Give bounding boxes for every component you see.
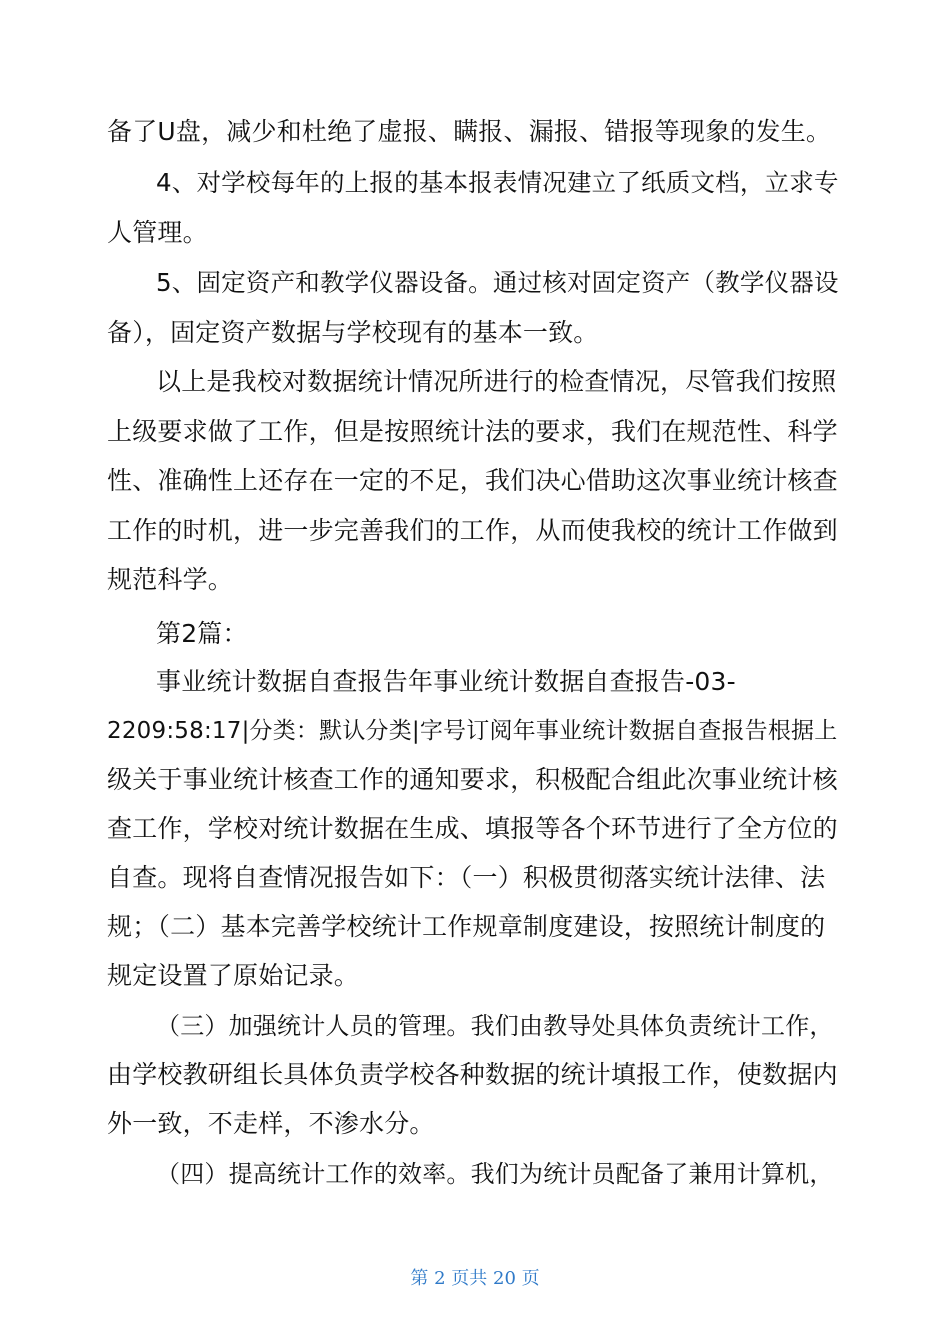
text-line: 级关于事业统计核查工作的通知要求，积极配合组此次事业统计核 <box>107 765 838 794</box>
text-line: 事业统计数据自查报告年事业统计数据自查报告-03- <box>156 667 736 696</box>
text-line: 规；（二）基本完善学校统计工作规章制度建设，按照统计制度的 <box>107 912 826 941</box>
text-line: 规范科学。 <box>107 565 234 594</box>
section-heading: 第2篇： <box>156 619 248 648</box>
text-line: （三）加强统计人员的管理。我们由教导处具体负责统计工作， <box>156 1012 834 1040</box>
text-line: 规定设置了原始记录。 <box>107 961 360 990</box>
page-number-footer: 第 2 页共 20 页 <box>410 1268 540 1289</box>
text-line: 由学校教研组长具体负责学校各种数据的统计填报工作，使数据内 <box>107 1060 838 1089</box>
text-line: 人管理。 <box>107 218 208 247</box>
text-line: 查工作，学校对统计数据在生成、填报等各个环节进行了全方位的 <box>107 814 838 843</box>
text-line: 5、固定资产和教学仪器设备。通过核对固定资产（教学仪器设 <box>156 268 839 297</box>
text-line: 4、对学校每年的上报的基本报表情况建立了纸质文档，立求专 <box>156 168 839 197</box>
text-line: 性、准确性上还存在一定的不足，我们决心借助这次事业统计核查 <box>107 466 838 495</box>
text-line: （四）提高统计工作的效率。我们为统计员配备了兼用计算机， <box>156 1160 834 1188</box>
text-line: 工作的时机，进一步完善我们的工作，从而使我校的统计工作做到 <box>107 516 838 545</box>
text-line: 2209:58:17|分类：默认分类|字号订阅年事业统计数据自查报告根据上 <box>107 718 838 744</box>
text-line: 备了U盘，减少和杜绝了虚报、瞒报、漏报、错报等现象的发生。 <box>107 117 832 146</box>
text-line: 外一致，不走样，不渗水分。 <box>107 1109 435 1138</box>
text-line: 自查。现将自查情况报告如下：（一）积极贯彻落实统计法律、法 <box>107 863 826 892</box>
text-line: 备），固定资产数据与学校现有的基本一致。 <box>107 318 599 347</box>
text-line: 以上是我校对数据统计情况所进行的检查情况，尽管我们按照 <box>156 367 837 396</box>
text-line: 上级要求做了工作，但是按照统计法的要求，我们在规范性、科学 <box>107 417 838 446</box>
